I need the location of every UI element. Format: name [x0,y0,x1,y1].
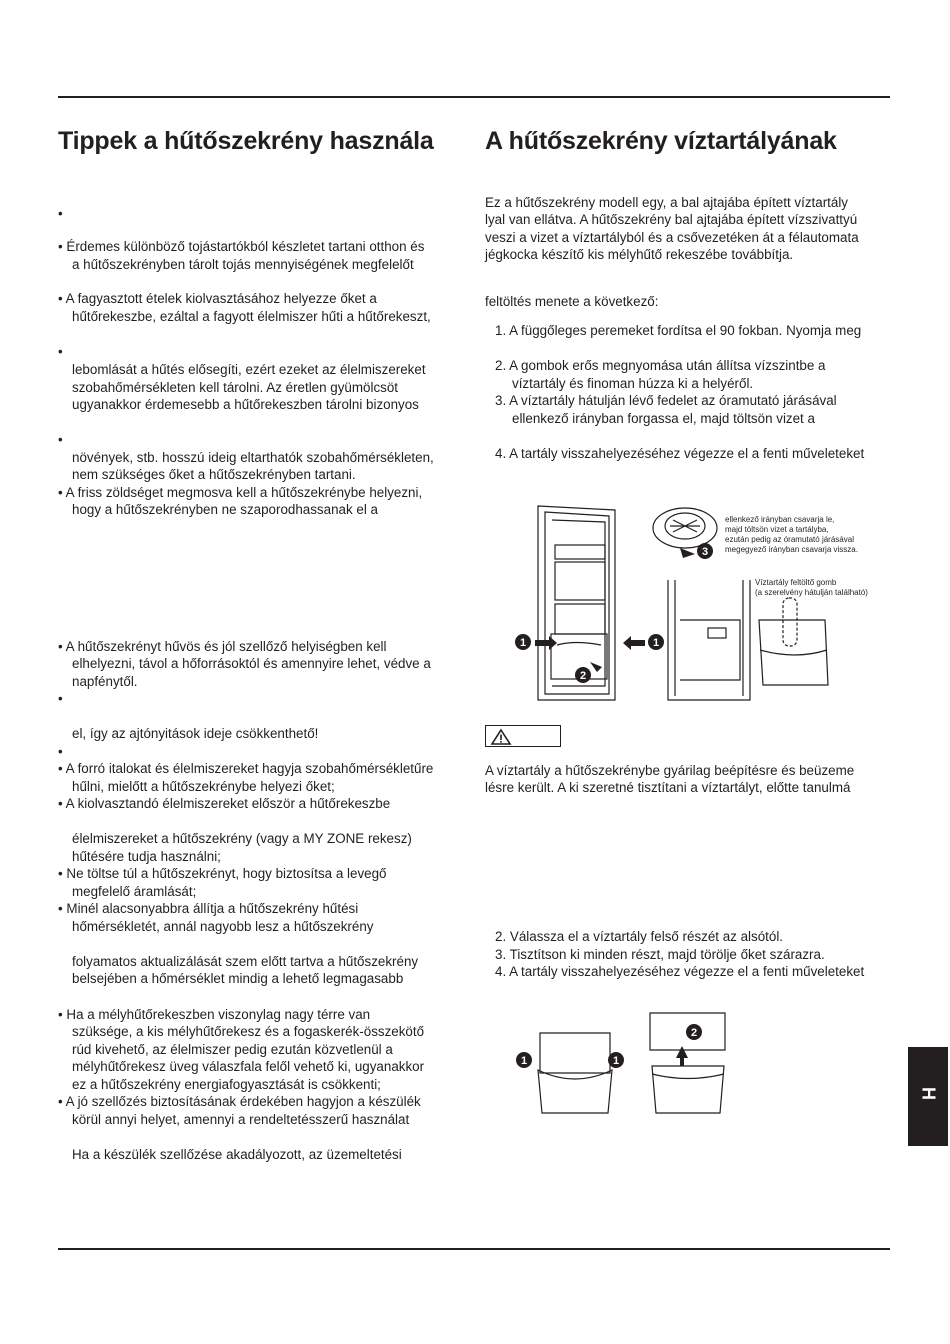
text-line: feltöltés menete a következő: [485,294,659,309]
text-line: 2. A gombok erős megnyomása után állítsa vízszintbe a [495,358,826,373]
text-line: ugyanakkor érdemesebb a hűtőrekeszben tárolni bizonyos [72,397,419,412]
language-side-tab [908,1047,948,1146]
text-line: 4. A tartály visszahelyezéséhez végezze el a fenti műveleteket [495,446,865,461]
text-line: folyamatos aktualizálását szem előtt tartva a hűtőszekrény [72,954,419,969]
text-line: veszi a vizet a víztartályból és a csővezetéken át a félautomata [485,230,859,245]
text-line: 2. Válassza el a víztartály felső részét az alsótól. [495,929,784,944]
text-line: el, így az ajtónyitások ideje csökkenthető! [72,726,319,741]
step-number: 1 [652,637,660,649]
text-line: • Minél alacsonyabbra állítja a hűtőszekrény hűtési [58,901,359,916]
text-line: hűtőrekeszbe, ezáltal a fagyott élelmiszer hűti a hűtőrekeszt, [72,309,431,324]
right-section-title: A hűtőszekrény víztartályának [485,127,837,155]
text-line: 3. Tisztítson ki minden részt, majd törölje őket szárazra. [495,947,825,962]
step-number: 2 [690,1027,698,1039]
text-line: ez a hűtőszekrény energiafogyasztását is csökkenti; [72,1077,381,1092]
text-line: hogy a hűtőszekrényben ne szaporodhassanak el a [72,502,378,517]
text-line: elhelyezni, távol a hőforrásoktól és amennyire lehet, védve a [72,656,431,671]
text-line: körül annyi helyet, amennyi a rendeltetésszerű használat [72,1112,410,1127]
step-number: 1 [519,637,527,649]
text-line: szobahőmérsékleten kell tárolni. Az éretlen gyümölcsöt [72,380,399,395]
text-line: • [58,206,63,221]
text-line: • A kiolvasztandó élelmiszereket először a hűtőrekeszbe [58,796,391,811]
text-line: 1. A függőleges peremeket fordítsa el 90 fokban. Nyomja meg [495,323,862,338]
callout-text: (a szerelvény hátulján található) [755,588,868,597]
step-number: 3 [701,546,709,558]
text-line: • [58,344,63,359]
text-line: a hűtőszekrényben tárolt tojás mennyiségének megfelelőt [72,257,414,272]
text-line: szüksége, a kis mélyhűtőrekesz és a fogaskerék-összekötő [72,1024,425,1039]
text-line: • A fagyasztott ételek kiolvasztásához helyezze őket a [58,291,377,306]
text-line: 3. A víztartály hátulján lévő fedelet az óramutató járásával [495,393,837,408]
text-line: • [58,691,63,706]
callout-text: majd töltsön vizet a tartályba, [725,525,829,534]
left-section-title: Tippek a hűtőszekrény használa [58,127,434,155]
top-rule [58,96,890,98]
text-line: élelmiszereket a hűtőszekrény (vagy a MY ZONE rekesz) [72,831,412,846]
water-tank-removal-figure [505,500,900,710]
callout-text: ellenkező irányban csavarja le, [725,515,835,524]
text-line: Ha a készülék szellőzése akadályozott, az üzemeltetési [72,1147,402,1162]
text-line: Ez a hűtőszekrény modell egy, a bal ajtajába épített víztartály [485,195,848,210]
text-line: hűlni, mielőtt a hűtőszekrénybe helyezi őket; [72,779,335,794]
step-number: 1 [612,1055,620,1067]
text-line: • A forró italokat és élelmiszereket hagyja szobahőmérsékletűre [58,761,434,776]
text-line: lyal van ellátva. A hűtőszekrény bal ajtajába épített vízszivattyú [485,212,858,227]
text-line: • A jó szellőzés biztosításának érdekében hagyjon a készülék [58,1094,421,1109]
text-line: • Ha a mélyhűtőrekeszben viszonylag nagy térre van [58,1007,371,1022]
side-tab-label: H [918,1087,939,1100]
text-line: • Ne töltse túl a hűtőszekrényt, hogy biztosítsa a levegő [58,866,387,881]
text-line: belsejében a hőmérséklet mindig a lehető legmagasabb [72,971,404,986]
text-line: nem szükséges őket a hűtőszekrényben tartani. [72,467,356,482]
warning-box [485,725,561,747]
text-line: rúd kivehető, az élelmiszer pedig ezután közvetlenül a [72,1042,393,1057]
text-line: • [58,432,63,447]
step-number: 1 [520,1055,528,1067]
text-line: 4. A tartály visszahelyezéséhez végezze el a fenti műveleteket [495,964,865,979]
text-line: lésre került. A ki szeretné tisztítani a víztartályt, előtte tanulmá [485,780,851,795]
text-line: ellenkező irányban forgassa el, majd töltsön vizet a [512,411,815,426]
text-line: • Érdemes különböző tojástartókból készletet tartani otthon és [58,239,425,254]
text-line: mélyhűtőrekesz üveg válaszfala felől vehető ki, ugyanakkor [72,1059,425,1074]
text-line: hőmérsékletét, annál nagyobb lesz a hűtőszekrény [72,919,374,934]
text-line: megfelelő áramlását; [72,884,197,899]
text-line: lebomlását a hűtés elősegíti, ezért ezeket az élelmiszereket [72,362,426,377]
text-line: növények, stb. hosszú ideig eltarthatók szobahőmérsékleten, [72,450,434,465]
callout-text: megegyező irányban csavarja vissza. [725,545,858,554]
text-line: • A friss zöldséget megmosva kell a hűtőszekrénybe helyezni, [58,485,423,500]
text-line: • [58,744,63,759]
text-line: jégkocka készítő kis mélyhűtő rekeszébe továbbítja. [485,247,794,262]
text-line: A víztartály a hűtőszekrénybe gyárilag beépítésre és beüzeme [485,763,855,778]
step-number: 2 [579,670,587,682]
warning-triangle-icon [490,728,512,746]
bottom-rule [58,1248,890,1250]
callout-text: ezután pedig az óramutató járásával [725,535,854,544]
text-line: hűtésére tudja használni; [72,849,221,864]
text-line: napfénytől. [72,674,138,689]
callout-text: Víztartály feltöltő gomb [755,578,837,587]
water-tank-cleaning-figure [510,1008,740,1120]
text-line: víztartály és finoman húzza ki a helyéről. [512,376,754,391]
text-line: • A hűtőszekrényt hűvös és jól szellőző helyiségben kell [58,639,387,654]
